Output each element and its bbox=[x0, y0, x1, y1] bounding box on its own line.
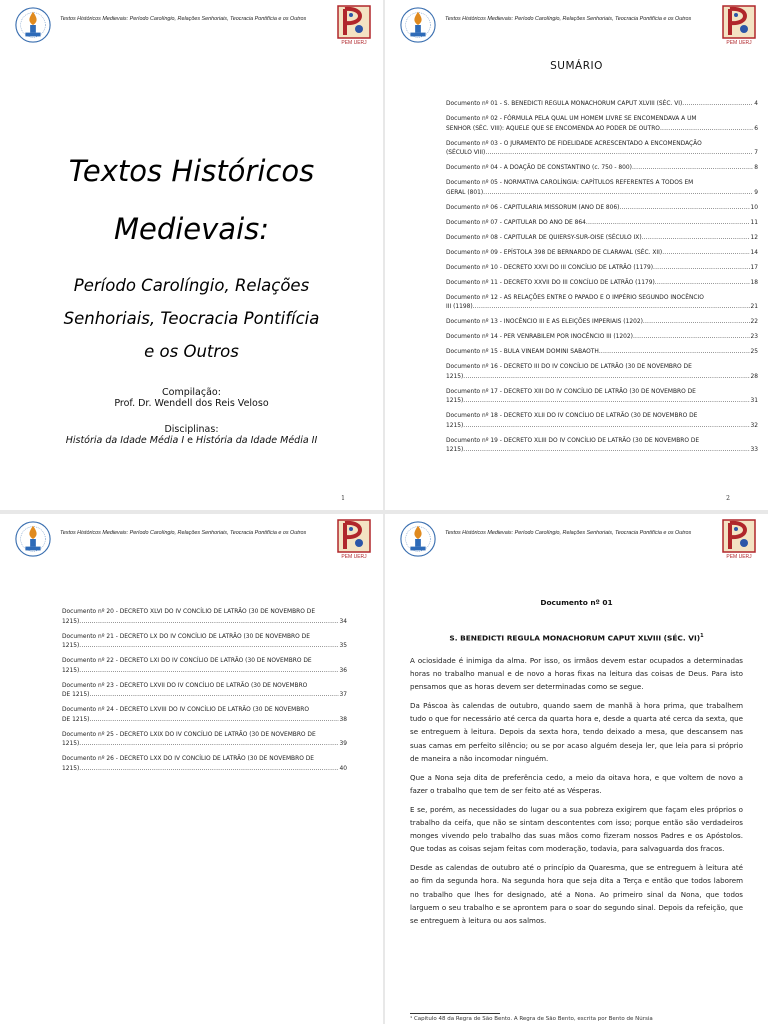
discipline-sep: e bbox=[184, 435, 197, 446]
page-header bbox=[385, 514, 768, 560]
toc-entry[interactable] bbox=[446, 363, 758, 382]
toc-leader-dots bbox=[619, 204, 749, 214]
toc-entry[interactable] bbox=[62, 657, 347, 676]
toc-leader-dots bbox=[642, 234, 750, 244]
toc-entry-line bbox=[446, 318, 758, 328]
toc-page-number: 6 bbox=[754, 125, 758, 132]
toc-entry[interactable] bbox=[446, 264, 758, 274]
toc-page-number: 22 bbox=[750, 319, 758, 325]
toc-leader-dots bbox=[79, 765, 338, 775]
toc-page-number: 38 bbox=[339, 716, 347, 723]
toc-leader-dots bbox=[79, 740, 338, 750]
toc-entry-line bbox=[62, 731, 347, 741]
page-2 bbox=[385, 0, 768, 510]
toc-entry-line bbox=[62, 682, 347, 692]
title-line-2: Medievais: bbox=[113, 212, 270, 246]
toc-entry-text: 1215) bbox=[62, 765, 80, 772]
toc-entry-line bbox=[446, 219, 758, 229]
toc-leader-dots bbox=[463, 397, 749, 407]
toc-entry-text: 1215) bbox=[62, 667, 80, 674]
toc-entry[interactable] bbox=[446, 249, 758, 259]
toc-page-number: 31 bbox=[750, 398, 758, 404]
toc-entry-line bbox=[446, 140, 758, 150]
toc-entry[interactable] bbox=[446, 388, 758, 407]
toc-entry-line bbox=[446, 363, 758, 373]
toc-entry-text: 1215) bbox=[446, 373, 464, 380]
toc-entry-line bbox=[446, 149, 758, 159]
toc-page-number: 37 bbox=[339, 692, 347, 698]
toc-leader-dots bbox=[463, 422, 749, 432]
toc-entry-text: Documento nº 26 - DECRETO LXX DO IV CONCÍLIO DE LATRÃO (30 DE NOVEMBRO DE bbox=[62, 756, 314, 762]
discipline-a: História da Idade Média I bbox=[65, 435, 185, 446]
footnote: ¹ Capítulo 48 da Regra de São Bento. A Regra de São Bento, escrita por Bento de Núrsia bbox=[410, 1016, 653, 1022]
page-3 bbox=[0, 514, 383, 1024]
toc-leader-dots bbox=[485, 149, 753, 159]
subtitle-line-2: Senhoriais, Teocracia Pontifícia bbox=[63, 309, 320, 328]
toc-leader-dots bbox=[79, 618, 338, 628]
svg-text:PEM UERJ: PEM UERJ bbox=[726, 40, 752, 45]
toc-entry-text: Documento nº 10 - DECRETO XXVI DO III CONCÍLIO DE LATRÃO (1179) bbox=[446, 264, 654, 271]
toc-leader-dots bbox=[79, 667, 338, 677]
toc-leader-dots bbox=[599, 348, 750, 358]
toc-entry-text: Documento nº 22 - DECRETO LXI DO IV CONCÍLIO DE LATRÃO (30 DE NOVEMBRO DE bbox=[62, 658, 312, 664]
toc-entry-text: 1215) bbox=[62, 741, 80, 747]
toc-entry[interactable] bbox=[446, 348, 758, 358]
toc-entry-text: Documento nº 14 - PER VENRABILEM POR INOCÊNCIO III (1202) bbox=[446, 334, 633, 340]
toc-entry[interactable] bbox=[446, 115, 758, 134]
toc-entry-text: Documento nº 08 - CAPITULAR DE QUIERSY-SUR-OISE (SÉCULO IX) bbox=[446, 234, 642, 241]
toc-leader-dots bbox=[643, 318, 750, 328]
toc-entry-text: Documento nº 23 - DECRETO LXVII DO IV CONCÍLIO DE LATRÃO (30 DE NOVEMBRO bbox=[62, 682, 308, 689]
toc-entry-line bbox=[446, 348, 758, 358]
toc-entry-text: Documento nº 12 - AS RELAÇÕES ENTRE O PAPADO E O IMPÉRIO SEGUNDO INOCÊNCIO bbox=[446, 294, 704, 301]
pem-logo-icon bbox=[337, 5, 371, 45]
toc-entry-line bbox=[446, 397, 758, 407]
toc-leader-dots bbox=[89, 691, 338, 701]
toc-entry-text: Documento nº 05 - NORMATIVA CAROLÍNGIA: CAPÍTULOS REFERENTES A TODOS EM bbox=[446, 180, 694, 186]
toc-entry-line bbox=[62, 691, 347, 701]
toc-leader-dots bbox=[463, 373, 749, 383]
toc-entry-text: 1215) bbox=[446, 422, 464, 429]
toc-entry[interactable] bbox=[62, 682, 347, 701]
toc-entry-text: Documento nº 16 - DECRETO III DO IV CONCÍLIO DE LATRÃO (30 DE NOVEMBRO DE bbox=[446, 364, 692, 370]
toc-entry-line bbox=[446, 100, 758, 110]
toc-page-number: 32 bbox=[750, 422, 758, 429]
pem-logo-icon bbox=[722, 519, 756, 559]
toc-entry-text: Documento nº 04 - A DOAÇÃO DE CONSTANTINO (c. 750 - 800) bbox=[446, 165, 632, 171]
toc-page-number: 25 bbox=[750, 349, 758, 355]
toc-entry-line bbox=[446, 333, 758, 343]
compilation-label: Compilação: bbox=[162, 387, 221, 398]
toc-page-number: 8 bbox=[754, 165, 758, 171]
document-body bbox=[410, 654, 743, 933]
toc-entry-line bbox=[446, 164, 758, 174]
footnote-ref: 1 bbox=[700, 633, 704, 639]
toc-entry-line bbox=[62, 657, 347, 667]
page-header bbox=[385, 0, 768, 46]
toc-entry-text: Documento nº 11 - DECRETO XXVII DO III CONCÍLIO DE LATRÃO (1179) bbox=[446, 279, 655, 286]
toc-entry-text: (SÉCULO VIII) bbox=[446, 150, 486, 156]
toc-entry-line bbox=[62, 740, 347, 750]
page-header bbox=[0, 514, 383, 560]
toc-entry[interactable] bbox=[62, 731, 347, 750]
toc-leader-dots bbox=[586, 219, 750, 229]
toc-entry-line bbox=[62, 642, 347, 652]
toc-entry-text: Documento nº 21 - DECRETO LX DO IV CONCÍLIO DE LATRÃO (30 DE NOVEMBRO DE bbox=[62, 633, 310, 640]
toc-entry[interactable] bbox=[446, 437, 758, 456]
toc-list bbox=[446, 100, 758, 461]
title-line-1: Textos Históricos bbox=[68, 154, 315, 188]
compiler-name: Prof. Dr. Wendell dos Reis Veloso bbox=[114, 398, 269, 409]
toc-entry-text: SENHOR (SÉC. VIII): AQUELE QUE SE ENCOMENDA AO PODER DE OUTRO bbox=[446, 125, 660, 132]
svg-text:PEM UERJ: PEM UERJ bbox=[341, 40, 367, 45]
paragraph: Que a Nona seja dita de preferência cedo, a meio da oitava hora, e que voltem de novo a fazer o trabalho que tem de ser feito até as Vésperas. bbox=[410, 772, 743, 795]
toc-entry-text: III (1198) bbox=[446, 304, 473, 310]
header-title: Textos Históricos Medievais: Período Carolíngio, Relações Senhoriais, Teocracia Pontifícia e os Outros bbox=[60, 16, 307, 22]
paragraph: A ociosidade é inimiga da alma. Por isso, os irmãos devem estar ocupados a determinadas horas no trabalho manual e de novo a horas fixas na leitura das coisas de Deus. Para isto pensamos que as horas devem ser determinadas como se segue. bbox=[410, 656, 743, 692]
document-title: S. BENEDICTI REGULA MONACHORUM CAPUT XLVIII (SÉC. VI)$^1$ bbox=[449, 633, 704, 643]
toc-entry-line bbox=[446, 437, 758, 447]
toc-leader-dots bbox=[483, 189, 753, 199]
toc-leader-dots bbox=[655, 279, 750, 289]
toc-entry[interactable] bbox=[446, 204, 758, 214]
toc-entry-line bbox=[62, 618, 347, 628]
toc-entry-text: Documento nº 24 - DECRETO LXVIII DO IV CONCÍLIO DE LATRÃO (30 DE NOVEMBRO bbox=[62, 707, 310, 713]
toc-entry[interactable] bbox=[446, 219, 758, 229]
toc-entry[interactable] bbox=[446, 164, 758, 174]
toc-entry[interactable] bbox=[446, 179, 758, 198]
toc-entry-line bbox=[62, 755, 347, 765]
disciplines-list bbox=[0, 435, 383, 446]
toc-entry-line bbox=[62, 667, 347, 677]
toc-leader-dots bbox=[653, 264, 749, 274]
toc-page-number: 40 bbox=[339, 765, 347, 772]
toc-entry-line bbox=[446, 422, 758, 432]
toc-entry[interactable] bbox=[446, 100, 758, 110]
toc-entry-text: 1215) bbox=[446, 447, 464, 453]
toc-entry-text: Documento nº 19 - DECRETO XLIII DO IV CONCÍLIO DE LATRÃO (30 DE NOVEMBRO DE bbox=[446, 437, 700, 444]
toc-entry[interactable] bbox=[62, 633, 347, 652]
toc-title: SUMÁRIO bbox=[550, 60, 603, 72]
toc-entry-line bbox=[62, 706, 347, 716]
toc-page-number: 35 bbox=[339, 643, 347, 649]
toc-entry-line bbox=[446, 204, 758, 214]
header-title: Textos Históricos Medievais: Período Carolíngio, Relações Senhoriais, Teocracia Pontifícia e os Outros bbox=[445, 530, 692, 536]
toc-page-number: 10 bbox=[750, 204, 758, 211]
toc-entry-line bbox=[62, 716, 347, 726]
subtitle-line-3: e os Outros bbox=[144, 342, 239, 361]
toc-page-number: 23 bbox=[750, 334, 758, 340]
toc-entry-text: Documento nº 20 - DECRETO XLVI DO IV CONCÍLIO DE LATRÃO (30 DE NOVEMBRO DE bbox=[62, 609, 316, 615]
toc-page-number: 14 bbox=[750, 249, 758, 256]
toc-leader-dots bbox=[682, 100, 753, 110]
toc-entry[interactable] bbox=[446, 294, 758, 313]
toc-entry-text: Documento nº 01 - S. BENEDICTI REGULA MONACHORUM CAPUT XLVIII (SÉC. VI) bbox=[446, 101, 683, 107]
toc-page-number: 36 bbox=[339, 667, 347, 674]
toc-entry-text: Documento nº 17 - DECRETO XIII DO IV CONCÍLIO DE LATRÃO (30 DE NOVEMBRO DE bbox=[446, 388, 696, 395]
toc-entry[interactable] bbox=[62, 755, 347, 774]
toc-entry[interactable] bbox=[446, 333, 758, 343]
uerj-logo-icon bbox=[399, 520, 437, 558]
toc-entry-line bbox=[446, 249, 758, 259]
toc-entry-line bbox=[446, 115, 758, 125]
toc-entry-line bbox=[62, 608, 347, 618]
toc-page-number: 4 bbox=[754, 101, 758, 107]
discipline-b: História da Idade Média II bbox=[196, 435, 318, 446]
toc-entry-text: Documento nº 15 - BULA VINEAM DOMINI SABAOTH bbox=[446, 349, 599, 355]
paragraph: Da Páscoa às calendas de outubro, quando saem de manhã à hora prima, que trabalhem tudo o que for necessário até cerca da quarta hora e, desde a quarta até cerca da sexta, que se entreguem à leitura. Depois da sexta hora, tendo deixado a mesa, que descansem nas suas camas em perfeito silêncio; ou se por acaso alguém deseja ler, que leia para si próprio de maneira a não incomodar ninguém. bbox=[410, 701, 743, 763]
toc-entry-line bbox=[446, 373, 758, 383]
toc-page-number: 7 bbox=[754, 150, 758, 156]
page-number: 2 bbox=[726, 495, 730, 502]
toc-entry[interactable] bbox=[446, 234, 758, 244]
uerj-logo-icon bbox=[399, 6, 437, 44]
toc-leader-dots bbox=[662, 249, 749, 259]
uerj-logo-icon bbox=[14, 520, 52, 558]
page-1 bbox=[0, 0, 383, 510]
toc-entry[interactable] bbox=[446, 412, 758, 431]
page-header bbox=[0, 0, 383, 46]
toc-list-continued bbox=[62, 608, 347, 780]
page-number: 1 bbox=[341, 495, 345, 502]
toc-entry-text: Documento nº 18 - DECRETO XLII DO IV CONCÍLIO DE LATRÃO (30 DE NOVEMBRO DE bbox=[446, 413, 698, 419]
disciplines-label: Disciplinas: bbox=[164, 424, 219, 435]
toc-entry-line bbox=[62, 633, 347, 643]
toc-entry[interactable] bbox=[446, 279, 758, 289]
toc-entry-line bbox=[446, 179, 758, 189]
document-heading: Documento nº 01 bbox=[540, 598, 613, 607]
toc-entry-text: GERAL (801) bbox=[446, 189, 484, 196]
svg-text:PEM UERJ: PEM UERJ bbox=[341, 554, 367, 559]
toc-entry[interactable] bbox=[446, 140, 758, 159]
toc-page-number: 18 bbox=[750, 279, 758, 286]
toc-page-number: 12 bbox=[750, 234, 758, 241]
toc-entry-text: Documento nº 03 - O JURAMENTO DE FIDELIDADE ACRESCENTADO A ENCOMENDAÇÃO bbox=[446, 140, 702, 147]
toc-page-number: 39 bbox=[339, 741, 347, 747]
header-title: Textos Históricos Medievais: Período Carolíngio, Relações Senhoriais, Teocracia Pontifícia e os Outros bbox=[445, 16, 692, 22]
toc-entry[interactable] bbox=[62, 608, 347, 627]
toc-entry-text: DE 1215) bbox=[62, 716, 90, 723]
toc-entry-text: DE 1215) bbox=[62, 692, 90, 698]
toc-entry-line bbox=[446, 189, 758, 199]
toc-entry-line bbox=[446, 303, 758, 313]
toc-entry-line bbox=[446, 234, 758, 244]
header-title: Textos Históricos Medievais: Período Carolíngio, Relações Senhoriais, Teocracia Pontifícia e os Outros bbox=[60, 530, 307, 536]
pem-logo-icon bbox=[337, 519, 371, 559]
toc-entry-text: Documento nº 06 - CAPITULARIA MISSORUM (ANO DE 806) bbox=[446, 204, 620, 211]
toc-entry-text: Documento nº 02 - FÓRMULA PELA QUAL UM HOMEM LIVRE SE ENCOMENDAVA A UM bbox=[446, 116, 697, 122]
toc-entry-text: 1215) bbox=[446, 398, 464, 404]
toc-entry-line bbox=[446, 264, 758, 274]
toc-leader-dots bbox=[633, 333, 750, 343]
toc-page-number: 33 bbox=[750, 447, 758, 453]
subtitle-line-1: Período Carolíngio, Relações bbox=[73, 276, 310, 295]
toc-entry-text: Documento nº 13 - INOCÊNCIO III E AS ELEIÇÕES IMPERIAIS (1202) bbox=[446, 319, 643, 325]
toc-entry-text: Documento nº 25 - DECRETO LXIX DO IV CONCÍLIO DE LATRÃO (30 DE NOVEMBRO DE bbox=[62, 731, 316, 738]
toc-entry-line bbox=[446, 125, 758, 135]
toc-leader-dots bbox=[632, 164, 753, 174]
svg-text:PEM UERJ: PEM UERJ bbox=[726, 554, 752, 559]
toc-entry-line bbox=[446, 388, 758, 398]
toc-entry-line bbox=[446, 446, 758, 456]
toc-entry-text: 1215) bbox=[62, 643, 80, 649]
toc-page-number: 17 bbox=[750, 264, 758, 271]
paragraph: E se, porém, as necessidades do lugar ou a sua pobreza exigirem que façam eles próprios o trabalho da ceifa, que não se sintam descontentes com isso; porque então são verdadeiros monges vivendo pelo trabalho das suas mãos como fizeram nossos Padres e os Apóstolos. Que todas as coisas sejam feitas com moderação, todavia, para salvaguarda dos fracos. bbox=[410, 804, 743, 854]
toc-page-number: 11 bbox=[750, 219, 758, 226]
toc-leader-dots bbox=[660, 125, 753, 135]
toc-entry[interactable] bbox=[62, 706, 347, 725]
toc-entry[interactable] bbox=[446, 318, 758, 328]
toc-entry-line bbox=[62, 765, 347, 775]
paragraph: Desde as calendas de outubro até o princípio da Quaresma, que se entreguem à leitura até ao fim da segunda hora. Na segunda hora que seja dita a Terça e então que todos laborem no trabalho que lhes for designado, até a Nona. Ao primeiro sinal da Nona, que todos larguem o seu trabalho e se aprontem para o soar do segundo sinal. Depois da refeição, que se entreguem à leitura ou aos salmos. bbox=[410, 863, 743, 925]
toc-page-number: 21 bbox=[750, 304, 758, 310]
toc-entry-text: 1215) bbox=[62, 618, 80, 625]
toc-page-number: 34 bbox=[339, 618, 347, 625]
toc-leader-dots bbox=[79, 642, 338, 652]
toc-entry-text: Documento nº 07 - CAPITULAR DO ANO DE 864 bbox=[446, 219, 586, 226]
pem-logo-icon bbox=[722, 5, 756, 45]
toc-entry-line bbox=[446, 294, 758, 304]
toc-entry-line bbox=[446, 412, 758, 422]
toc-leader-dots bbox=[473, 303, 750, 313]
toc-entry-line bbox=[446, 279, 758, 289]
footnote-rule bbox=[410, 1013, 500, 1014]
toc-page-number: 28 bbox=[750, 373, 758, 380]
toc-page-number: 9 bbox=[754, 189, 758, 196]
toc-leader-dots bbox=[89, 716, 338, 726]
toc-entry-text: Documento nº 09 - EPÍSTOLA 398 DE BERNARDO DE CLARAVAL (SÉC. XII) bbox=[446, 249, 663, 256]
uerj-logo-icon bbox=[14, 6, 52, 44]
toc-leader-dots bbox=[463, 446, 749, 456]
